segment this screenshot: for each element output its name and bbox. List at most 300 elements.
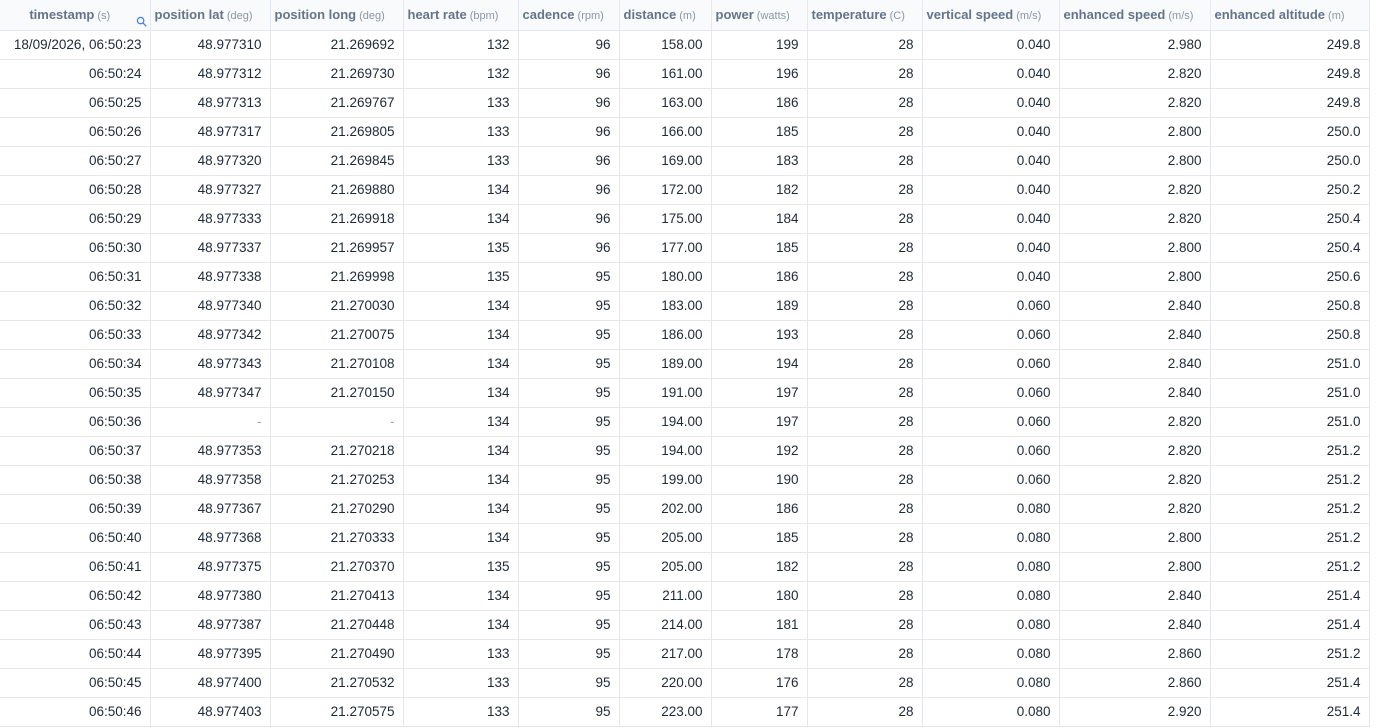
column-header-label: temperature bbox=[811, 7, 887, 23]
cell-timestamp: 06:50:44 bbox=[0, 639, 150, 668]
column-header-unit: (m/s) bbox=[1168, 10, 1194, 23]
cell-enhanced-speed: 2.800 bbox=[1059, 117, 1210, 146]
cell-vertical-speed: 0.080 bbox=[922, 494, 1059, 523]
cell-cadence: 96 bbox=[518, 146, 619, 175]
header-row bbox=[0, 0, 1369, 30]
search-icon[interactable] bbox=[136, 16, 147, 27]
column-header-enhanced-altitude[interactable] bbox=[1210, 0, 1369, 30]
cell-enhanced-altitude: 251.0 bbox=[1210, 378, 1369, 407]
table-row[interactable] bbox=[0, 465, 1369, 494]
cell-cadence: 95 bbox=[518, 581, 619, 610]
cell-enhanced-altitude: 250.6 bbox=[1210, 262, 1369, 291]
cell-heart-rate: 133 bbox=[403, 639, 518, 668]
cell-timestamp: 06:50:36 bbox=[0, 407, 150, 436]
cell-distance: 211.00 bbox=[619, 581, 711, 610]
cell-heart-rate: 135 bbox=[403, 262, 518, 291]
cell-cadence: 95 bbox=[518, 262, 619, 291]
cell-distance: 214.00 bbox=[619, 610, 711, 639]
cell-heart-rate: 134 bbox=[403, 349, 518, 378]
cell-enhanced-altitude: 251.4 bbox=[1210, 697, 1369, 726]
cell-cadence: 96 bbox=[518, 204, 619, 233]
table-row[interactable] bbox=[0, 204, 1369, 233]
cell-heart-rate: 134 bbox=[403, 523, 518, 552]
cell-cadence: 96 bbox=[518, 117, 619, 146]
cell-position-lat: 48.977368 bbox=[150, 523, 270, 552]
cell-heart-rate: 134 bbox=[403, 378, 518, 407]
cell-position-long: 21.270030 bbox=[270, 291, 403, 320]
cell-distance: 202.00 bbox=[619, 494, 711, 523]
cell-heart-rate: 135 bbox=[403, 233, 518, 262]
cell-position-long: 21.269918 bbox=[270, 204, 403, 233]
cell-position-lat: 48.977342 bbox=[150, 320, 270, 349]
cell-cadence: 95 bbox=[518, 407, 619, 436]
column-header-unit: (s) bbox=[97, 10, 111, 23]
cell-power: 182 bbox=[711, 175, 807, 204]
cell-power: 189 bbox=[711, 291, 807, 320]
cell-enhanced-speed: 2.800 bbox=[1059, 262, 1210, 291]
cell-temperature: 28 bbox=[807, 262, 922, 291]
cell-temperature: 28 bbox=[807, 175, 922, 204]
cell-vertical-speed: 0.040 bbox=[922, 262, 1059, 291]
column-header-label: power bbox=[715, 7, 754, 23]
table-row[interactable] bbox=[0, 581, 1369, 610]
cell-position-lat: 48.977375 bbox=[150, 552, 270, 581]
cell-timestamp: 06:50:37 bbox=[0, 436, 150, 465]
cell-temperature: 28 bbox=[807, 233, 922, 262]
cell-heart-rate: 134 bbox=[403, 436, 518, 465]
cell-distance: 223.00 bbox=[619, 697, 711, 726]
cell-temperature: 28 bbox=[807, 320, 922, 349]
cell-position-lat: 48.977395 bbox=[150, 639, 270, 668]
cell-timestamp: 06:50:38 bbox=[0, 465, 150, 494]
cell-position-lat: 48.977327 bbox=[150, 175, 270, 204]
cell-position-long: 21.269805 bbox=[270, 117, 403, 146]
column-header-unit: (C) bbox=[889, 10, 905, 23]
cell-cadence: 96 bbox=[518, 175, 619, 204]
cell-temperature: 28 bbox=[807, 436, 922, 465]
column-header-label: enhanced speed bbox=[1063, 7, 1166, 23]
table-row[interactable] bbox=[0, 436, 1369, 465]
cell-position-long: 21.270370 bbox=[270, 552, 403, 581]
cell-timestamp: 06:50:31 bbox=[0, 262, 150, 291]
cell-position-long: 21.269845 bbox=[270, 146, 403, 175]
cell-power: 185 bbox=[711, 523, 807, 552]
cell-vertical-speed: 0.060 bbox=[922, 349, 1059, 378]
table-row[interactable] bbox=[0, 697, 1369, 726]
column-header-label: cadence bbox=[522, 7, 575, 23]
cell-cadence: 96 bbox=[518, 30, 619, 59]
table-row[interactable] bbox=[0, 378, 1369, 407]
cell-power: 186 bbox=[711, 262, 807, 291]
cell-power: 190 bbox=[711, 465, 807, 494]
table-row[interactable] bbox=[0, 59, 1369, 88]
cell-vertical-speed: 0.080 bbox=[922, 610, 1059, 639]
cell-position-lat: 48.977337 bbox=[150, 233, 270, 262]
cell-power: 186 bbox=[711, 88, 807, 117]
cell-vertical-speed: 0.060 bbox=[922, 320, 1059, 349]
cell-vertical-speed: 0.040 bbox=[922, 146, 1059, 175]
column-header-enhanced-speed[interactable] bbox=[1059, 0, 1210, 30]
cell-temperature: 28 bbox=[807, 494, 922, 523]
cell-cadence: 95 bbox=[518, 378, 619, 407]
cell-distance: 194.00 bbox=[619, 436, 711, 465]
table-row[interactable] bbox=[0, 117, 1369, 146]
cell-distance: 194.00 bbox=[619, 407, 711, 436]
cell-power: 183 bbox=[711, 146, 807, 175]
cell-timestamp: 06:50:25 bbox=[0, 88, 150, 117]
column-header-unit: (bpm) bbox=[469, 10, 499, 23]
cell-timestamp: 06:50:39 bbox=[0, 494, 150, 523]
cell-cadence: 95 bbox=[518, 436, 619, 465]
cell-position-lat: 48.977353 bbox=[150, 436, 270, 465]
cell-heart-rate: 134 bbox=[403, 581, 518, 610]
table-header bbox=[0, 0, 1369, 30]
cell-cadence: 95 bbox=[518, 291, 619, 320]
cell-distance: 189.00 bbox=[619, 349, 711, 378]
table-row[interactable] bbox=[0, 233, 1369, 262]
cell-enhanced-altitude: 249.8 bbox=[1210, 30, 1369, 59]
cell-vertical-speed: 0.040 bbox=[922, 117, 1059, 146]
cell-enhanced-altitude: 251.4 bbox=[1210, 668, 1369, 697]
cell-enhanced-speed: 2.820 bbox=[1059, 204, 1210, 233]
cell-cadence: 95 bbox=[518, 465, 619, 494]
cell-heart-rate: 132 bbox=[403, 59, 518, 88]
cell-position-long: 21.270532 bbox=[270, 668, 403, 697]
column-header-vertical-speed[interactable] bbox=[922, 0, 1059, 30]
cell-cadence: 95 bbox=[518, 552, 619, 581]
cell-cadence: 96 bbox=[518, 59, 619, 88]
cell-enhanced-altitude: 250.8 bbox=[1210, 320, 1369, 349]
cell-vertical-speed: 0.040 bbox=[922, 59, 1059, 88]
cell-position-long: 21.270150 bbox=[270, 378, 403, 407]
cell-temperature: 28 bbox=[807, 291, 922, 320]
cell-temperature: 28 bbox=[807, 146, 922, 175]
cell-temperature: 28 bbox=[807, 552, 922, 581]
column-header-unit: (m) bbox=[679, 10, 696, 23]
cell-power: 185 bbox=[711, 233, 807, 262]
cell-heart-rate: 133 bbox=[403, 88, 518, 117]
cell-vertical-speed: 0.080 bbox=[922, 668, 1059, 697]
cell-heart-rate: 134 bbox=[403, 494, 518, 523]
cell-position-lat: 48.977312 bbox=[150, 59, 270, 88]
cell-timestamp: 06:50:45 bbox=[0, 668, 150, 697]
cell-power: 186 bbox=[711, 494, 807, 523]
column-header-heart-rate[interactable] bbox=[403, 0, 518, 30]
cell-position-long: - bbox=[270, 407, 403, 436]
column-header-unit: (m) bbox=[1328, 10, 1345, 23]
cell-cadence: 95 bbox=[518, 494, 619, 523]
cell-enhanced-altitude: 251.4 bbox=[1210, 581, 1369, 610]
cell-power: 199 bbox=[711, 30, 807, 59]
table-row[interactable] bbox=[0, 552, 1369, 581]
cell-enhanced-altitude: 250.2 bbox=[1210, 175, 1369, 204]
cell-position-long: 21.270290 bbox=[270, 494, 403, 523]
cell-timestamp: 06:50:42 bbox=[0, 581, 150, 610]
cell-distance: 175.00 bbox=[619, 204, 711, 233]
column-header-label: heart rate bbox=[407, 7, 467, 23]
cell-timestamp: 06:50:33 bbox=[0, 320, 150, 349]
cell-enhanced-altitude: 250.0 bbox=[1210, 117, 1369, 146]
cell-enhanced-speed: 2.800 bbox=[1059, 523, 1210, 552]
cell-position-long: 21.270490 bbox=[270, 639, 403, 668]
cell-cadence: 95 bbox=[518, 349, 619, 378]
table-row[interactable] bbox=[0, 639, 1369, 668]
cell-enhanced-speed: 2.820 bbox=[1059, 59, 1210, 88]
cell-enhanced-speed: 2.860 bbox=[1059, 668, 1210, 697]
column-header-temperature[interactable] bbox=[807, 0, 922, 30]
cell-distance: 191.00 bbox=[619, 378, 711, 407]
cell-timestamp: 06:50:43 bbox=[0, 610, 150, 639]
cell-power: 180 bbox=[711, 581, 807, 610]
table-row[interactable] bbox=[0, 320, 1369, 349]
cell-temperature: 28 bbox=[807, 697, 922, 726]
cell-vertical-speed: 0.060 bbox=[922, 378, 1059, 407]
cell-power: 176 bbox=[711, 668, 807, 697]
cell-power: 178 bbox=[711, 639, 807, 668]
cell-enhanced-altitude: 251.0 bbox=[1210, 407, 1369, 436]
table-row[interactable] bbox=[0, 262, 1369, 291]
cell-position-lat: - bbox=[150, 407, 270, 436]
cell-enhanced-speed: 2.840 bbox=[1059, 610, 1210, 639]
cell-position-lat: 48.977367 bbox=[150, 494, 270, 523]
cell-temperature: 28 bbox=[807, 204, 922, 233]
cell-cadence: 95 bbox=[518, 523, 619, 552]
cell-distance: 186.00 bbox=[619, 320, 711, 349]
table-row[interactable] bbox=[0, 291, 1369, 320]
cell-position-lat: 48.977338 bbox=[150, 262, 270, 291]
cell-vertical-speed: 0.040 bbox=[922, 233, 1059, 262]
cell-temperature: 28 bbox=[807, 59, 922, 88]
cell-heart-rate: 133 bbox=[403, 697, 518, 726]
table-row[interactable] bbox=[0, 610, 1369, 639]
cell-position-long: 21.270448 bbox=[270, 610, 403, 639]
cell-temperature: 28 bbox=[807, 88, 922, 117]
column-header-unit: (rpm) bbox=[577, 10, 604, 23]
cell-temperature: 28 bbox=[807, 465, 922, 494]
cell-timestamp: 06:50:28 bbox=[0, 175, 150, 204]
cell-position-lat: 48.977310 bbox=[150, 30, 270, 59]
column-header-label: distance bbox=[623, 7, 677, 23]
cell-power: 192 bbox=[711, 436, 807, 465]
table-row[interactable] bbox=[0, 146, 1369, 175]
column-header-timestamp[interactable] bbox=[0, 0, 150, 30]
cell-enhanced-speed: 2.840 bbox=[1059, 378, 1210, 407]
cell-vertical-speed: 0.060 bbox=[922, 436, 1059, 465]
cell-distance: 205.00 bbox=[619, 552, 711, 581]
cell-enhanced-altitude: 251.0 bbox=[1210, 349, 1369, 378]
cell-enhanced-speed: 2.840 bbox=[1059, 581, 1210, 610]
cell-heart-rate: 134 bbox=[403, 610, 518, 639]
column-header-power[interactable] bbox=[711, 0, 807, 30]
cell-position-lat: 48.977358 bbox=[150, 465, 270, 494]
cell-enhanced-speed: 2.840 bbox=[1059, 291, 1210, 320]
column-header-distance[interactable] bbox=[619, 0, 711, 30]
column-header-cadence[interactable] bbox=[518, 0, 619, 30]
cell-distance: 217.00 bbox=[619, 639, 711, 668]
cell-distance: 172.00 bbox=[619, 175, 711, 204]
column-header-unit: (m/s) bbox=[1016, 10, 1042, 23]
cell-timestamp: 18/09/2026, 06:50:23 bbox=[0, 30, 150, 59]
cell-power: 197 bbox=[711, 378, 807, 407]
cell-power: 177 bbox=[711, 697, 807, 726]
cell-distance: 220.00 bbox=[619, 668, 711, 697]
table-row[interactable] bbox=[0, 668, 1369, 697]
cell-distance: 180.00 bbox=[619, 262, 711, 291]
cell-temperature: 28 bbox=[807, 117, 922, 146]
cell-power: 185 bbox=[711, 117, 807, 146]
cell-heart-rate: 134 bbox=[403, 407, 518, 436]
cell-vertical-speed: 0.040 bbox=[922, 175, 1059, 204]
cell-vertical-speed: 0.080 bbox=[922, 581, 1059, 610]
cell-distance: 158.00 bbox=[619, 30, 711, 59]
cell-enhanced-speed: 2.840 bbox=[1059, 320, 1210, 349]
table-row[interactable] bbox=[0, 349, 1369, 378]
cell-enhanced-speed: 2.820 bbox=[1059, 494, 1210, 523]
cell-enhanced-altitude: 250.0 bbox=[1210, 146, 1369, 175]
cell-vertical-speed: 0.040 bbox=[922, 88, 1059, 117]
cell-distance: 169.00 bbox=[619, 146, 711, 175]
column-header-label: enhanced altitude bbox=[1214, 7, 1326, 23]
column-header-position-long[interactable] bbox=[270, 0, 403, 30]
cell-heart-rate: 133 bbox=[403, 668, 518, 697]
cell-enhanced-altitude: 250.4 bbox=[1210, 204, 1369, 233]
cell-position-lat: 48.977333 bbox=[150, 204, 270, 233]
column-header-label: position lat bbox=[154, 7, 224, 23]
cell-enhanced-altitude: 249.8 bbox=[1210, 59, 1369, 88]
cell-vertical-speed: 0.040 bbox=[922, 30, 1059, 59]
cell-timestamp: 06:50:46 bbox=[0, 697, 150, 726]
cell-position-long: 21.270108 bbox=[270, 349, 403, 378]
cell-enhanced-speed: 2.860 bbox=[1059, 639, 1210, 668]
cell-enhanced-altitude: 251.2 bbox=[1210, 436, 1369, 465]
cell-enhanced-altitude: 251.2 bbox=[1210, 494, 1369, 523]
cell-distance: 199.00 bbox=[619, 465, 711, 494]
cell-timestamp: 06:50:24 bbox=[0, 59, 150, 88]
cell-power: 182 bbox=[711, 552, 807, 581]
cell-temperature: 28 bbox=[807, 668, 922, 697]
column-header-label: timestamp bbox=[29, 7, 95, 23]
cell-heart-rate: 134 bbox=[403, 465, 518, 494]
cell-timestamp: 06:50:29 bbox=[0, 204, 150, 233]
cell-timestamp: 06:50:32 bbox=[0, 291, 150, 320]
cell-temperature: 28 bbox=[807, 610, 922, 639]
cell-enhanced-speed: 2.820 bbox=[1059, 436, 1210, 465]
cell-heart-rate: 132 bbox=[403, 30, 518, 59]
cell-power: 184 bbox=[711, 204, 807, 233]
table-row[interactable] bbox=[0, 407, 1369, 436]
cell-position-long: 21.270413 bbox=[270, 581, 403, 610]
cell-enhanced-altitude: 251.4 bbox=[1210, 610, 1369, 639]
cell-timestamp: 06:50:30 bbox=[0, 233, 150, 262]
cell-position-long: 21.269692 bbox=[270, 30, 403, 59]
cell-enhanced-altitude: 251.2 bbox=[1210, 552, 1369, 581]
cell-temperature: 28 bbox=[807, 639, 922, 668]
cell-position-lat: 48.977387 bbox=[150, 610, 270, 639]
cell-temperature: 28 bbox=[807, 581, 922, 610]
table-row[interactable] bbox=[0, 88, 1369, 117]
cell-temperature: 28 bbox=[807, 378, 922, 407]
cell-cadence: 95 bbox=[518, 639, 619, 668]
cell-enhanced-speed: 2.800 bbox=[1059, 552, 1210, 581]
cell-enhanced-speed: 2.840 bbox=[1059, 349, 1210, 378]
cell-cadence: 95 bbox=[518, 320, 619, 349]
cell-power: 193 bbox=[711, 320, 807, 349]
cell-power: 196 bbox=[711, 59, 807, 88]
cell-timestamp: 06:50:40 bbox=[0, 523, 150, 552]
cell-temperature: 28 bbox=[807, 523, 922, 552]
cell-enhanced-altitude: 250.4 bbox=[1210, 233, 1369, 262]
cell-cadence: 95 bbox=[518, 668, 619, 697]
cell-position-long: 21.269957 bbox=[270, 233, 403, 262]
cell-position-long: 21.270218 bbox=[270, 436, 403, 465]
cell-position-long: 21.269998 bbox=[270, 262, 403, 291]
table-row[interactable] bbox=[0, 30, 1369, 59]
cell-timestamp: 06:50:27 bbox=[0, 146, 150, 175]
table-row[interactable] bbox=[0, 494, 1369, 523]
cell-heart-rate: 135 bbox=[403, 552, 518, 581]
cell-position-lat: 48.977403 bbox=[150, 697, 270, 726]
cell-enhanced-speed: 2.920 bbox=[1059, 697, 1210, 726]
cell-position-long: 21.270575 bbox=[270, 697, 403, 726]
column-header-unit: (deg) bbox=[359, 10, 385, 23]
cell-heart-rate: 134 bbox=[403, 175, 518, 204]
cell-timestamp: 06:50:41 bbox=[0, 552, 150, 581]
cell-enhanced-speed: 2.800 bbox=[1059, 146, 1210, 175]
cell-position-lat: 48.977400 bbox=[150, 668, 270, 697]
cell-timestamp: 06:50:35 bbox=[0, 378, 150, 407]
cell-position-lat: 48.977313 bbox=[150, 88, 270, 117]
cell-enhanced-speed: 2.820 bbox=[1059, 465, 1210, 494]
cell-position-lat: 48.977317 bbox=[150, 117, 270, 146]
cell-distance: 163.00 bbox=[619, 88, 711, 117]
table-row[interactable] bbox=[0, 175, 1369, 204]
cell-temperature: 28 bbox=[807, 30, 922, 59]
cell-heart-rate: 134 bbox=[403, 291, 518, 320]
cell-cadence: 95 bbox=[518, 610, 619, 639]
cell-position-lat: 48.977340 bbox=[150, 291, 270, 320]
column-header-unit: (watts) bbox=[756, 10, 790, 23]
cell-enhanced-speed: 2.980 bbox=[1059, 30, 1210, 59]
cell-position-lat: 48.977343 bbox=[150, 349, 270, 378]
cell-vertical-speed: 0.060 bbox=[922, 291, 1059, 320]
cell-position-long: 21.270333 bbox=[270, 523, 403, 552]
table-row[interactable] bbox=[0, 523, 1369, 552]
cell-power: 194 bbox=[711, 349, 807, 378]
cell-distance: 183.00 bbox=[619, 291, 711, 320]
cell-distance: 177.00 bbox=[619, 233, 711, 262]
cell-cadence: 96 bbox=[518, 233, 619, 262]
cell-vertical-speed: 0.060 bbox=[922, 465, 1059, 494]
cell-heart-rate: 134 bbox=[403, 204, 518, 233]
cell-cadence: 95 bbox=[518, 697, 619, 726]
cell-heart-rate: 133 bbox=[403, 117, 518, 146]
cell-enhanced-altitude: 250.8 bbox=[1210, 291, 1369, 320]
cell-position-long: 21.269730 bbox=[270, 59, 403, 88]
cell-enhanced-speed: 2.820 bbox=[1059, 175, 1210, 204]
cell-vertical-speed: 0.080 bbox=[922, 697, 1059, 726]
cell-enhanced-altitude: 249.8 bbox=[1210, 88, 1369, 117]
cell-enhanced-speed: 2.820 bbox=[1059, 88, 1210, 117]
table-body bbox=[0, 30, 1369, 726]
column-header-position-lat[interactable] bbox=[150, 0, 270, 30]
cell-power: 197 bbox=[711, 407, 807, 436]
cell-enhanced-altitude: 251.2 bbox=[1210, 465, 1369, 494]
cell-distance: 166.00 bbox=[619, 117, 711, 146]
cell-temperature: 28 bbox=[807, 407, 922, 436]
cell-timestamp: 06:50:34 bbox=[0, 349, 150, 378]
cell-vertical-speed: 0.060 bbox=[922, 407, 1059, 436]
cell-enhanced-speed: 2.800 bbox=[1059, 233, 1210, 262]
